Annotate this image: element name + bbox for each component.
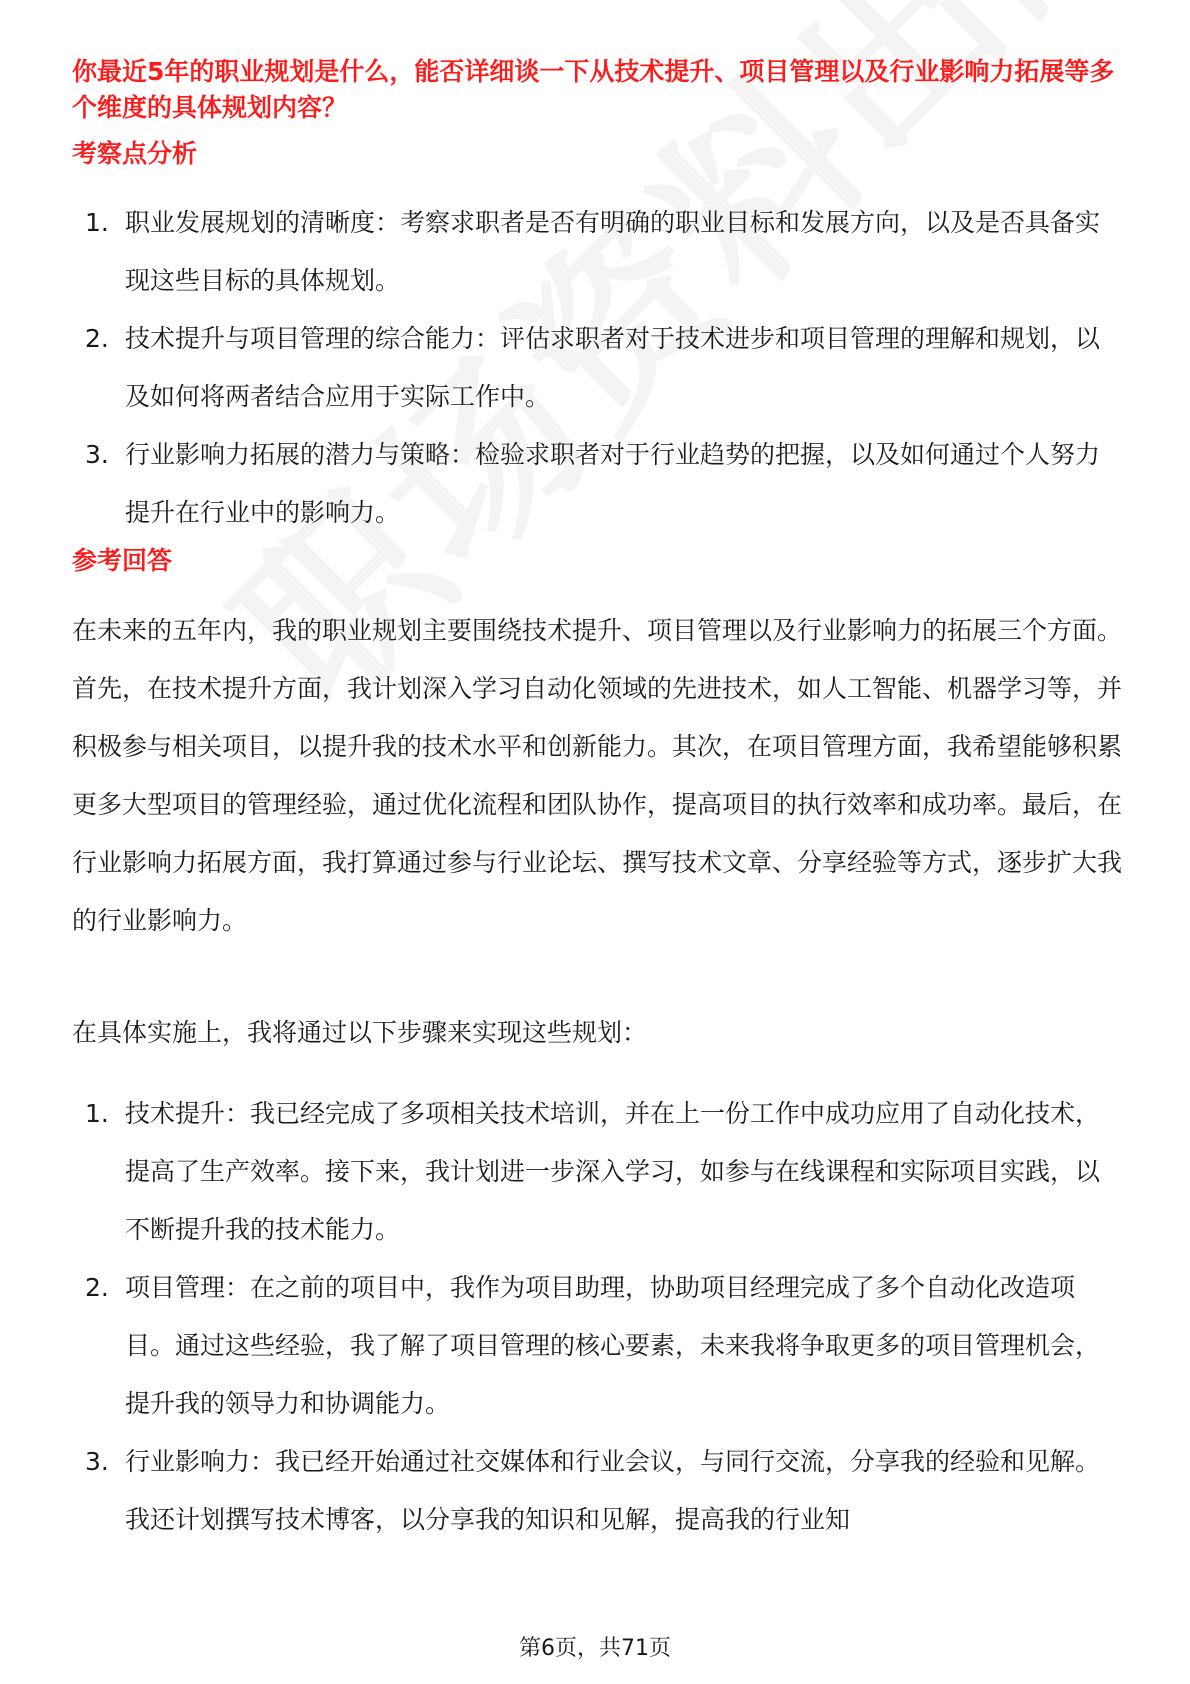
list-text: 项目管理：在之前的项目中，我作为项目助理，协助项目经理完成了多个自动化改造项目。通过这些经验，我了解了项目管理的核心要素，未来我将争取更多的项目管理机会，提升我的领导力和协调能力。: [125, 1273, 1101, 1418]
step-item: [72, 1259, 1122, 1433]
question-heading: 你最近5年的职业规划是什么，能否详细谈一下从技术提升、项目管理以及行业影响力拓展等多个维度的具体规划内容？: [72, 57, 1115, 122]
analysis-item: [72, 194, 1122, 310]
analysis-item: [72, 310, 1122, 426]
list-number: 2.: [85, 1273, 109, 1302]
list-text: 职业发展规划的清晰度：考察求职者是否有明确的职业目标和发展方向，以及是否具备实现这些目标的具体规划。: [125, 208, 1101, 295]
step-item: [72, 1085, 1122, 1259]
analysis-list: [72, 194, 1122, 542]
list-number: 3.: [85, 440, 109, 469]
list-text: 技术提升与项目管理的综合能力：评估求职者对于技术进步和项目管理的理解和规划，以及如何将两者结合应用于实际工作中。: [125, 324, 1101, 411]
analysis-item: [72, 426, 1122, 542]
list-number: 1.: [85, 208, 109, 237]
answer-paragraph: 在未来的五年内，我的职业规划主要围绕技术提升、项目管理以及行业影响力的拓展三个方面。首先，在技术提升方面，我计划深入学习自动化领域的先进技术，如人工智能、机器学习等，并积极参与相关项目，以提升我的技术水平和创新能力。其次，在项目管理方面，我希望能够积累更多大型项目的管理经验，通过优化流程和团队协作，提高项目的执行效率和成功率。最后，在行业影响力拓展方面，我打算通过参与行业论坛、撰写技术文章、分享经验等方式，逐步扩大我的行业影响力。: [72, 616, 1123, 935]
page-footer: 第6页，共71页: [519, 1636, 671, 1661]
step-item: [72, 1433, 1122, 1549]
answer-title: 参考回答: [72, 546, 173, 575]
list-number: 2.: [85, 324, 109, 353]
list-text: 行业影响力拓展的潜力与策略：检验求职者对于行业趋势的把握，以及如何通过个人努力提升在行业中的影响力。: [125, 440, 1101, 527]
list-number: 3.: [85, 1447, 109, 1476]
steps-intro: 在具体实施上，我将通过以下步骤来实现这些规划：: [72, 1018, 648, 1047]
analysis-title: 考察点分析: [72, 139, 198, 168]
steps-list: [72, 1085, 1122, 1549]
list-number: 1.: [85, 1099, 109, 1128]
list-text: 技术提升：我已经完成了多项相关技术培训，并在上一份工作中成功应用了自动化技术，提高了生产效率。接下来，我计划进一步深入学习，如参与在线课程和实际项目实践，以不断提升我的技术能力。: [125, 1099, 1101, 1244]
list-text: 行业影响力：我已经开始通过社交媒体和行业会议，与同行交流，分享我的经验和见解。我还计划撰写技术博客，以分享我的知识和见解，提高我的行业知: [125, 1447, 1101, 1534]
